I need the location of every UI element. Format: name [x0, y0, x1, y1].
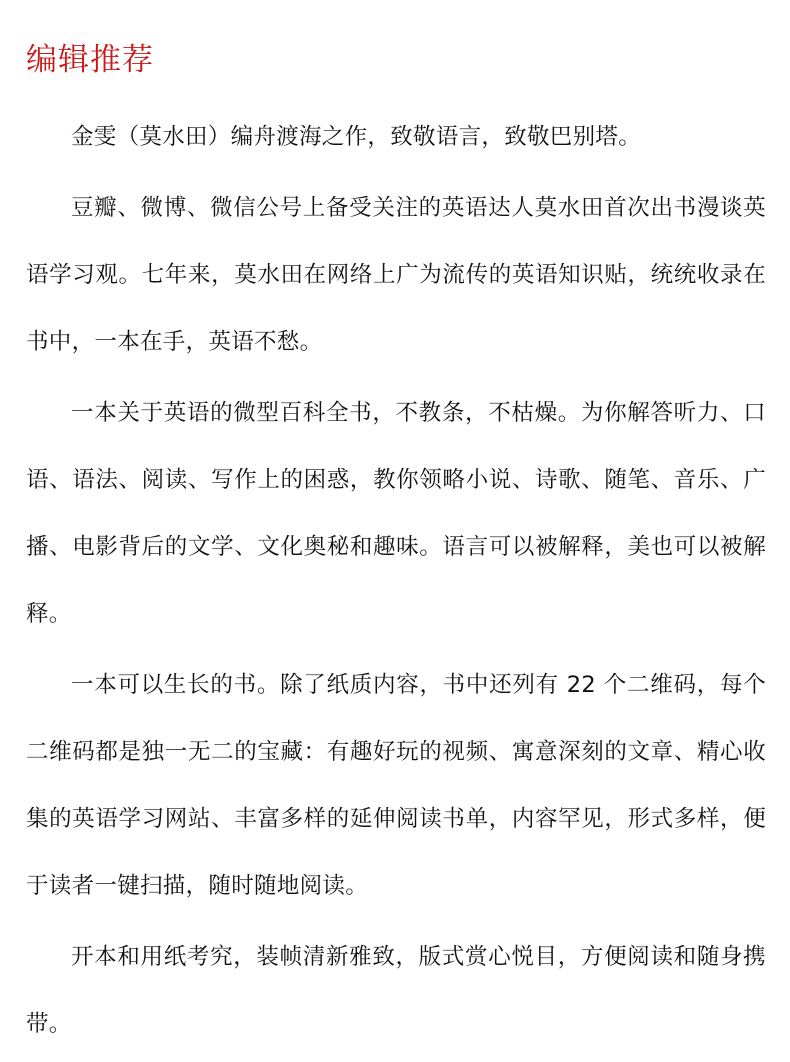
paragraph-binding: 开本和用纸考究，装帧清新雅致，版式赏心悦目，方便阅读和随身携带。	[26, 944, 766, 1037]
paragraph-qr-codes: 一本可以生长的书。除了纸质内容，书中还列有 22 个二维码，每个二维码都是独一无二的宝藏：有趣好玩的视频、寓意深刻的文章、精心收集的英语学习网站、丰富多样的延伸阅读书单，内容罕见，形式多样，便于读者一键扫描，随时随地阅读。	[26, 672, 766, 899]
recommendation-body	[26, 104, 766, 1062]
paragraph-encyclopedia: 一本关于英语的微型百科全书，不教条，不枯燥。为你解答听力、口语、语法、阅读、写作上的困惑，教你领略小说、诗歌、随笔、音乐、广播、电影背后的文学、文化奥秘和趣味。语言可以被解释，美也可以被解释。	[26, 400, 766, 627]
section-title: 编辑推荐	[26, 42, 154, 78]
paragraph-author: 豆瓣、微博、微信公号上备受关注的英语达人莫水田首次出书漫谈英语学习观。七年来，莫水田在网络上广为流传的英语知识贴，统统收录在书中，一本在手，英语不愁。	[26, 195, 766, 355]
paragraph-intro: 金雯（莫水田）编舟渡海之作，致敬语言，致敬巴别塔。	[71, 124, 642, 150]
